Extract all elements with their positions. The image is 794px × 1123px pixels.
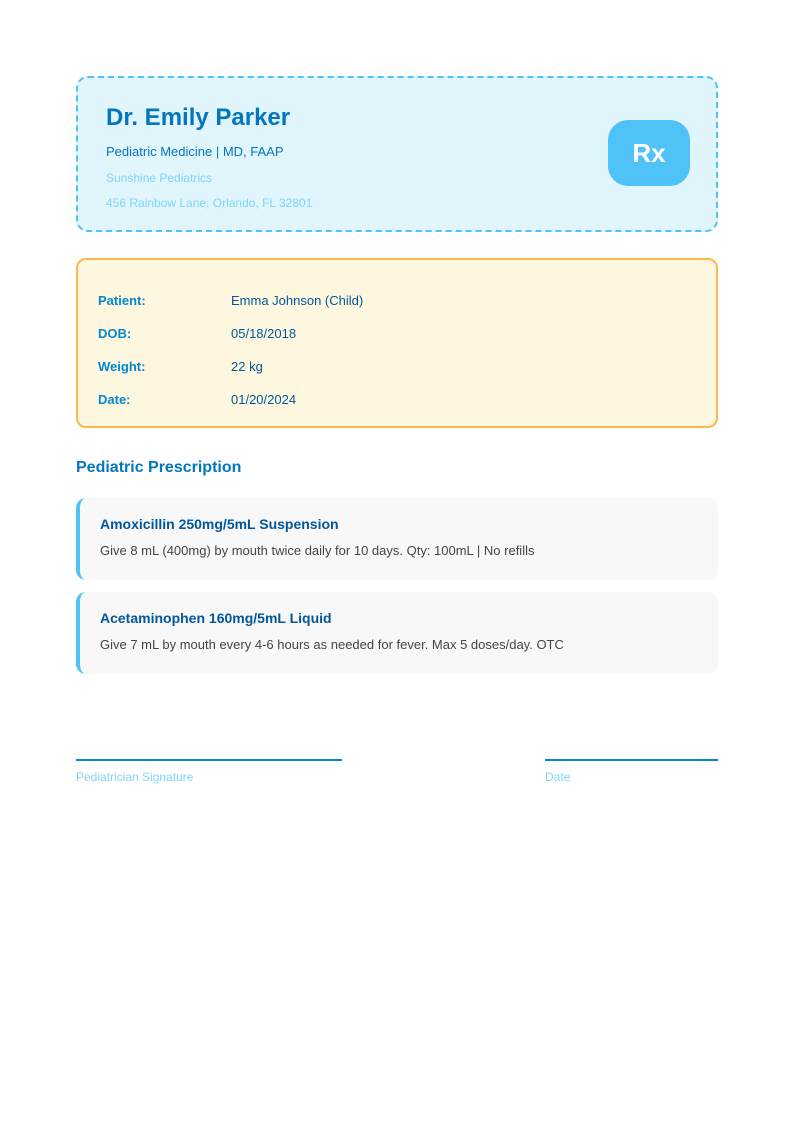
- patient-label: Patient:: [98, 293, 146, 308]
- clinic-name: Sunshine Pediatrics: [106, 171, 213, 185]
- rx-icon: Rx: [608, 120, 690, 186]
- dob-value: 05/18/2018: [231, 326, 297, 341]
- medication-item: [76, 592, 718, 674]
- patient-row-date: [98, 383, 696, 416]
- dob-label: DOB:: [98, 326, 132, 341]
- prescriber-header: [76, 76, 718, 232]
- prescription-page: [76, 76, 718, 784]
- date-label: Date:: [98, 392, 131, 407]
- prescription-section-title: Pediatric Prescription: [76, 459, 242, 476]
- weight-value: 22 kg: [231, 359, 263, 374]
- patient-row-name: [98, 284, 696, 317]
- medication-name: Acetaminophen 160mg/5mL Liquid: [100, 610, 332, 626]
- date-sign-label: Date: [545, 770, 571, 784]
- doctor-name: Dr. Emily Parker: [106, 104, 291, 131]
- date-block: [545, 759, 718, 784]
- date-value: 01/20/2024: [231, 392, 297, 407]
- medication-instructions: Give 7 mL by mouth every 4-6 hours as needed for fever. Max 5 doses/day. OTC: [100, 637, 564, 652]
- medication-instructions: Give 8 mL (400mg) by mouth twice daily for 10 days. Qty: 100mL | No refills: [100, 543, 535, 558]
- signature-label: Pediatrician Signature: [76, 770, 194, 784]
- clinic-address: 456 Rainbow Lane, Orlando, FL 32801: [106, 196, 313, 210]
- signature-block: [76, 759, 342, 784]
- patient-row-weight: [98, 350, 696, 383]
- patient-info-box: [76, 258, 718, 428]
- medication-name: Amoxicillin 250mg/5mL Suspension: [100, 516, 339, 532]
- weight-label: Weight:: [98, 359, 146, 374]
- signature-area: [76, 759, 718, 799]
- patient-row-dob: [98, 317, 696, 350]
- patient-value: Emma Johnson (Child): [231, 293, 364, 308]
- date-line[interactable]: [545, 759, 718, 761]
- medication-item: [76, 498, 718, 580]
- doctor-specialty: Pediatric Medicine | MD, FAAP: [106, 144, 284, 159]
- signature-line[interactable]: [76, 759, 342, 761]
